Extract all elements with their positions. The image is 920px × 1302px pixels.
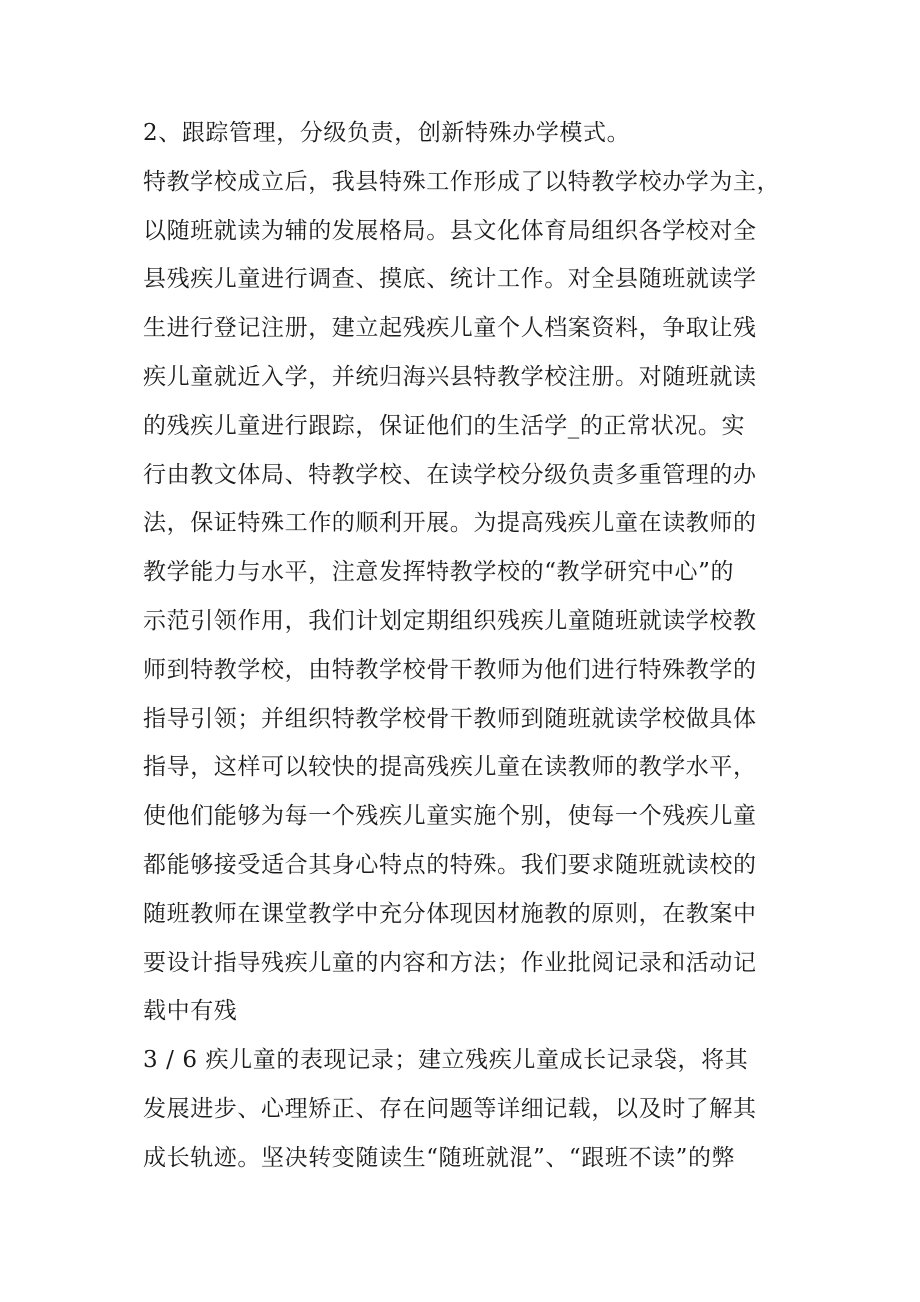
text-line: 县残疾儿童进行调查、摸底、统计工作。对全县随班就读学 [143, 266, 757, 292]
text-line: 疾儿童就近入学，并统归海兴县特教学校注册。对随班就读 [143, 364, 757, 390]
text-line: 载中有残 [143, 998, 238, 1024]
text-line: 师到特教学校，由特教学校骨干教师为他们进行特殊教学的 [143, 657, 757, 683]
text-line: 发展进步、心理矫正、存在问题等详细记载，以及时了解其 [143, 1096, 757, 1122]
text-line: 行由教文体局、特教学校、在读学校分级负责多重管理的办 [143, 462, 757, 488]
text-line: 指导引领；并组织特教学校骨干教师到随班就读学校做具体 [143, 706, 757, 732]
text-line: 要设计指导残疾儿童的内容和方法；作业批阅记录和活动记 [143, 950, 757, 976]
text-line: 指导，这样可以较快的提高残疾儿童在读教师的教学水平， [143, 754, 757, 780]
text-line: 以随班就读为辅的发展格局。县文化体育局组织各学校对全 [143, 218, 757, 244]
text-line: 法，保证特殊工作的顺利开展。为提高残疾儿童在读教师的 [143, 510, 757, 536]
text-line: 都能够接受适合其身心特点的特殊。我们要求随班就读校的 [143, 852, 757, 878]
text-line: 示范引领作用，我们计划定期组织残疾儿童随班就读学校教 [143, 608, 757, 634]
text-line: 成长轨迹。坚决转变随读生“随班就混”、“跟班不读”的弊 [143, 1145, 736, 1171]
text-line: 使他们能够为每一个残疾儿童实施个别，使每一个残疾儿童 [143, 803, 757, 829]
text-line: 教学能力与水平，注意发挥特教学校的“教学研究中心”的 [143, 559, 735, 585]
text-line: 生进行登记注册，建立起残疾儿童个人档案资料，争取让残 [143, 315, 757, 341]
text-line: 2、跟踪管理，分级负责，创新特殊办学模式。 [143, 120, 631, 146]
text-line: 特教学校成立后，我县特殊工作形成了以特教学校办学为主， [143, 169, 781, 195]
text-line: 随班教师在课堂教学中充分体现因材施教的原则，在教案中 [143, 901, 757, 927]
text-line: 的残疾儿童进行跟踪，保证他们的生活学_的正常状况。实 [143, 413, 746, 439]
text-line-with-page-number: 3 / 6 疾儿童的表现记录；建立残疾儿童成长记录袋，将其 [143, 1047, 749, 1073]
